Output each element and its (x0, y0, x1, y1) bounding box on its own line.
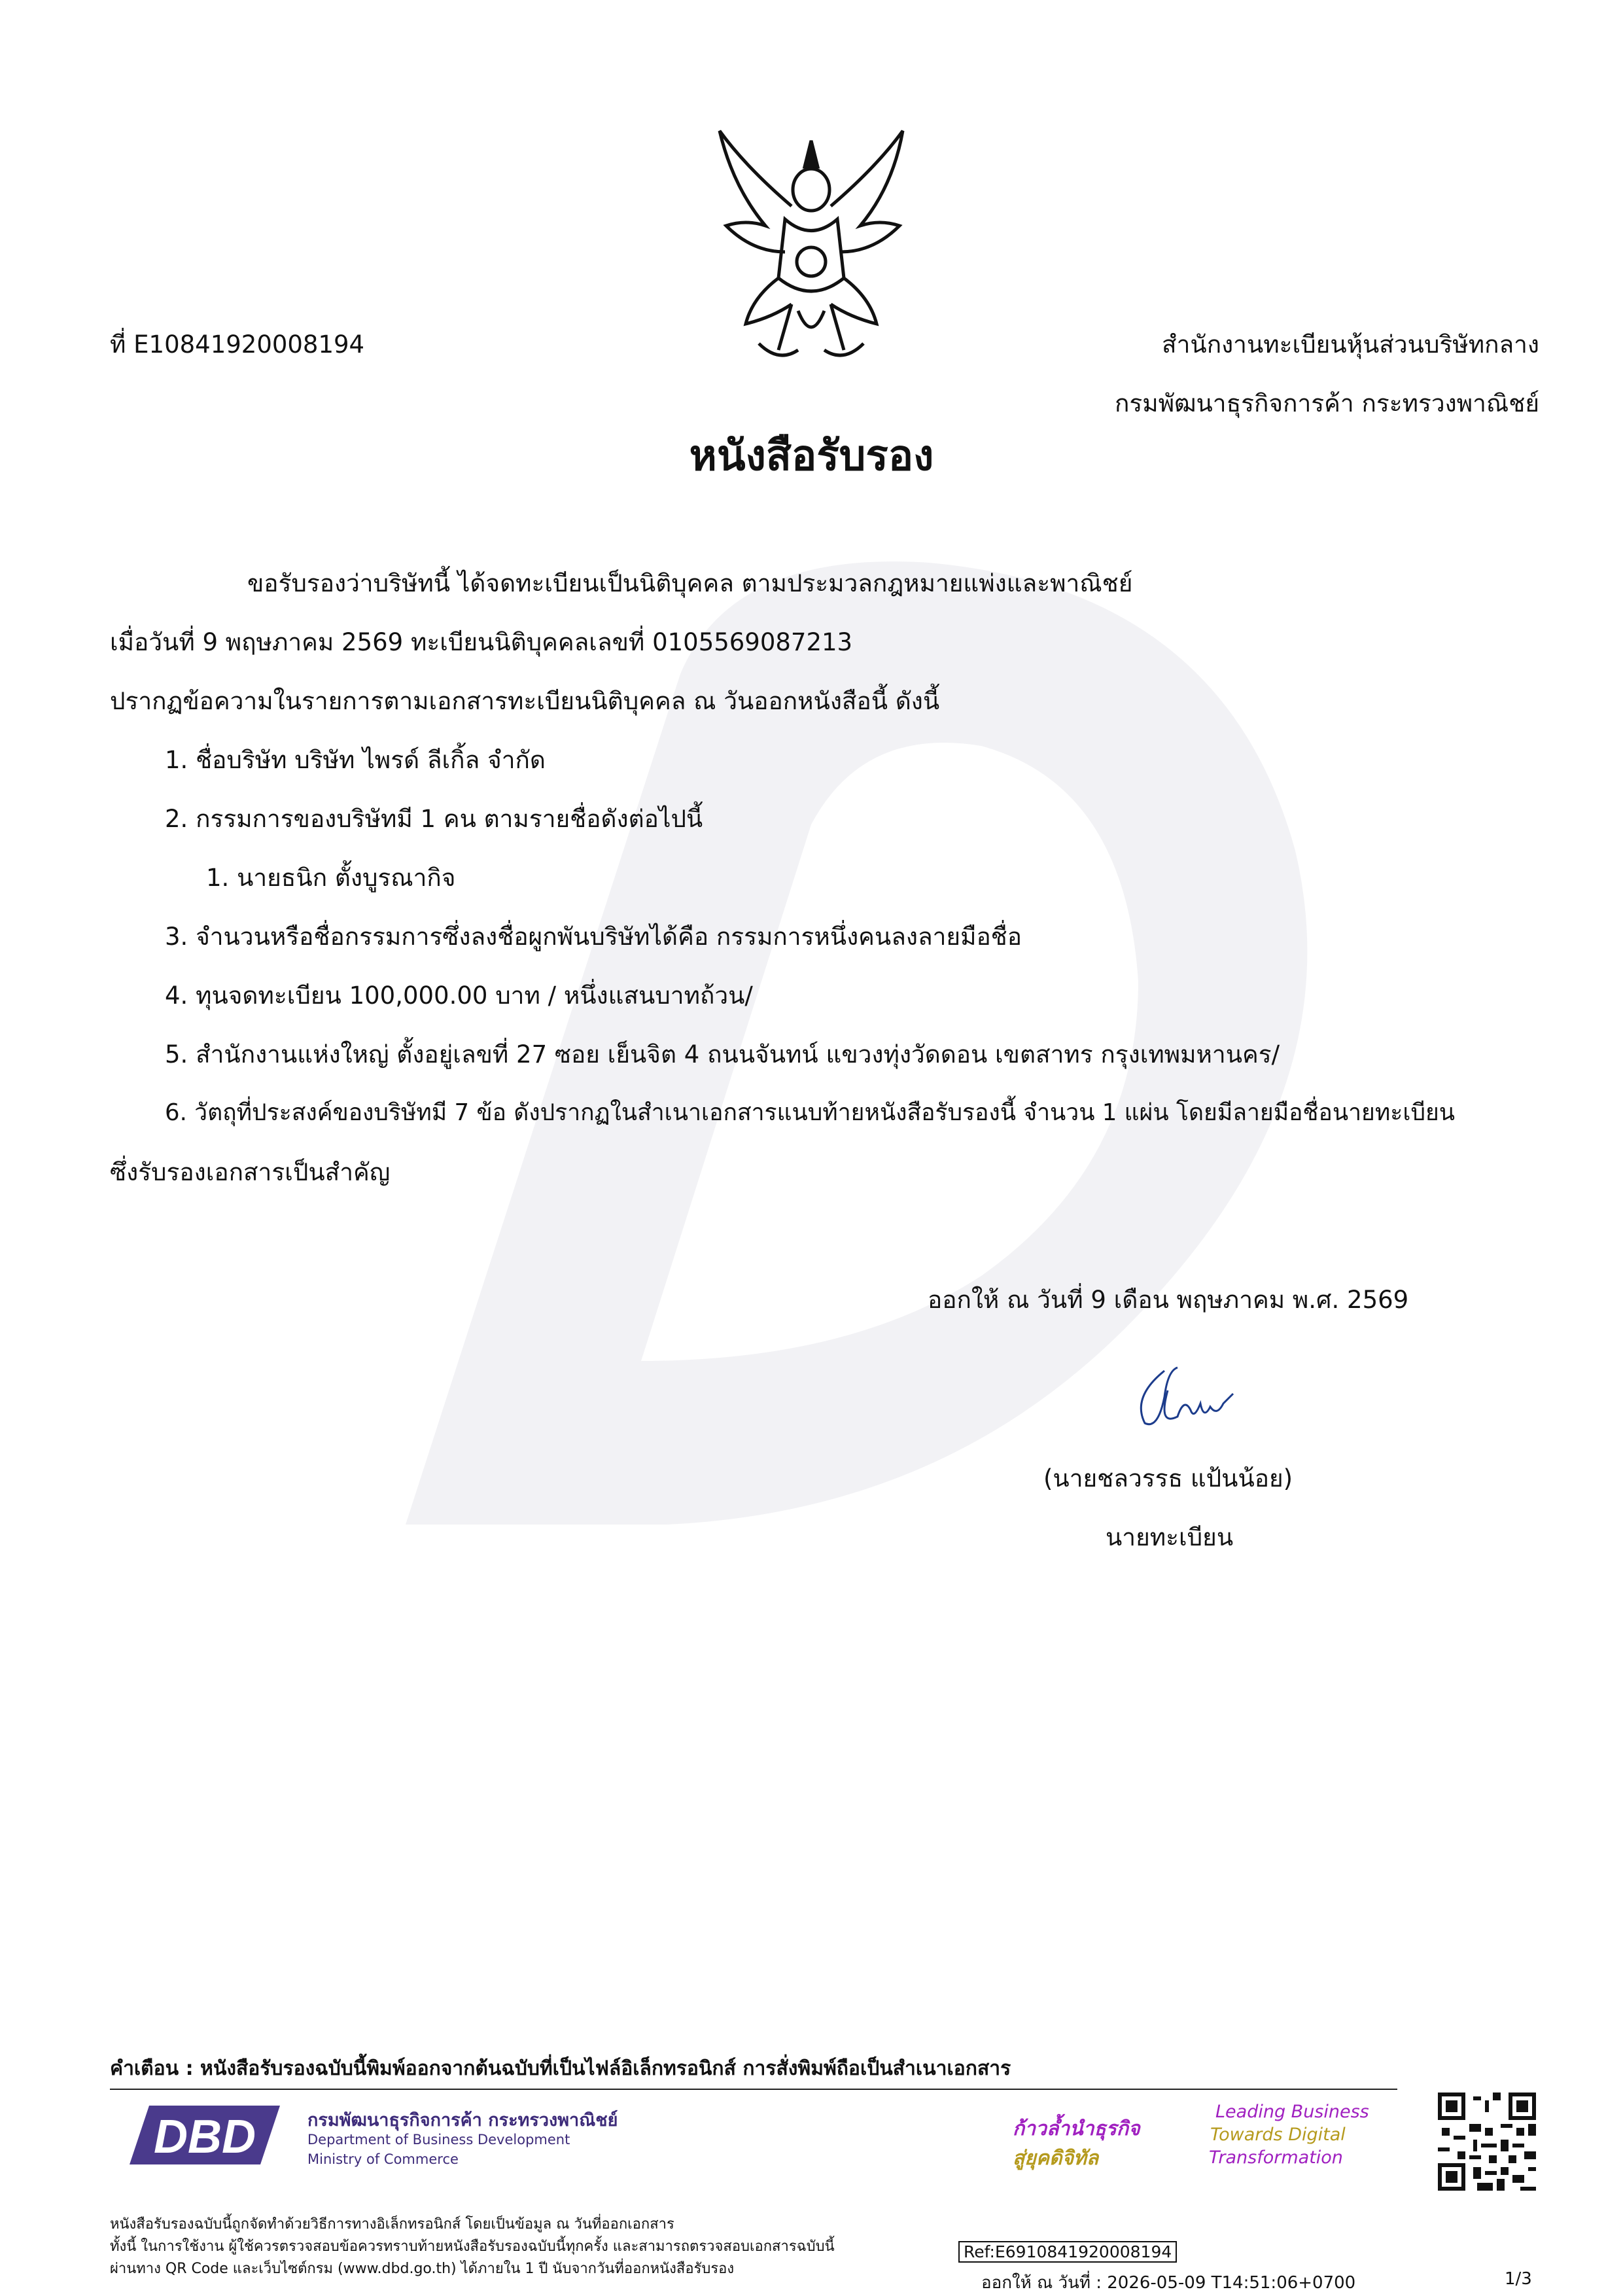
dbd-logo-text: DBD (154, 2111, 256, 2163)
intro-line-3: ปรากฏข้อความในรายการตามเอกสารทะเบียนนิติบุคคล ณ วันออกหนังสือนี้ ดังนี้ (110, 687, 940, 715)
item-director-1: 1. นายธนิก ตั้งบูรณากิจ (206, 864, 456, 892)
registrar-name: (นายชลวรรธ แป้นน้อย) (1043, 1464, 1293, 1492)
footer-note-2: ทั้งนี้ ในการใช้งาน ผู้ใช้ควรตรวจสอบข้อควรทราบท้ายหนังสือรับรองฉบับนี้ทุกครั้ง และสามารถตรวจสอบเอกสารฉบับนี้ (110, 2238, 835, 2255)
item-signing-authority: 3. จำนวนหรือชื่อกรรมการซึ่งลงชื่อผูกพันบริษัทได้คือ กรรมการหนึ่งคนลงลายมือชื่อ (165, 923, 1022, 951)
document-title: หนังสือรับรอง (689, 432, 934, 480)
slogan-english-2: Towards Digital (1210, 2125, 1346, 2145)
item-directors: 2. กรรมการของบริษัทมี 1 คน ตามรายชื่อดังต่อไปนี้ (165, 805, 703, 833)
document-number: ที่ E10841920008194 (110, 330, 365, 359)
dbd-logo-icon (123, 2099, 293, 2171)
slogan-thai-2: สู่ยุคดิจิทัล (1013, 2147, 1099, 2170)
intro-line-1: ขอรับรองว่าบริษัทนี้ ได้จดทะเบียนเป็นนิติบุคคล ตามประมวลกฎหมายแพ่งและพาณิชย์ (247, 569, 1133, 597)
footer-divider (110, 2089, 1397, 2090)
ministry-thai: กรมพัฒนาธุรกิจการค้า กระทรวงพาณิชย์ (307, 2110, 618, 2130)
intro-line-2: เมื่อวันที่ 9 พฤษภาคม 2569 ทะเบียนนิติบุคคลเลขที่ 0105569087213 (110, 628, 853, 656)
slogan-english-3: Transformation (1209, 2147, 1343, 2168)
slogan-thai-1: ก้าวล้ำนำธุรกิจ (1013, 2117, 1140, 2140)
ministry-english-2: Ministry of Commerce (307, 2151, 459, 2167)
qr-code-icon[interactable] (1438, 2093, 1536, 2191)
item-registered-capital: 4. ทุนจดทะเบียน 100,000.00 บาท / หนึ่งแสนบาทถ้วน/ (165, 981, 753, 1010)
item-objectives-cont: ซึ่งรับรองเอกสารเป็นสำคัญ (110, 1158, 391, 1186)
office-name: สำนักงานทะเบียนหุ้นส่วนบริษัทกลาง (1162, 330, 1539, 359)
ministry-english-1: Department of Business Development (307, 2132, 570, 2147)
issued-timestamp: ออกให้ ณ วันที่ : 2026-05-09 T14:51:06+0700 (981, 2273, 1356, 2293)
item-objectives: 6. วัตถุที่ประสงค์ของบริษัทมี 7 ข้อ ดังปรากฏในสำเนาเอกสารแนบท้ายหนังสือรับรองนี้ จำนวน 1 แผ่น โดยมีลายมือชื่อนายทะเบียน (165, 1099, 1456, 1126)
garuda-emblem-icon (707, 128, 919, 370)
page-number: 1/3 (1505, 2269, 1532, 2289)
reference-number: Ref:E6910841920008194 (958, 2241, 1177, 2263)
slogan-english-1: Leading Business (1215, 2102, 1369, 2122)
issue-date: ออกให้ ณ วันที่ 9 เดือน พฤษภาคม พ.ศ. 2569 (928, 1286, 1409, 1314)
footer-note-1: หนังสือรับรองฉบับนี้ถูกจัดทำด้วยวิธีการทางอิเล็กทรอนิกส์ โดยเป็นข้อมูล ณ วันที่ออกเอกสาร (110, 2216, 674, 2233)
footer-note-3: ผ่านทาง QR Code และเว็บไซต์กรม (www.dbd.go.th) ได้ภายใน 1 ปี นับจากวันที่ออกหนังสือรับรอง (110, 2261, 735, 2277)
registrar-signature-icon (1119, 1358, 1256, 1433)
item-company-name: 1. ชื่อบริษัท บริษัท ไพรด์ ลีเกิ้ล จำกัด (165, 746, 546, 774)
item-head-office: 5. สำนักงานแห่งใหญ่ ตั้งอยู่เลขที่ 27 ซอย เย็นจิต 4 ถนนจันทน์ แขวงทุ่งวัดดอน เขตสาทร กรุงเทพมหานคร/ (165, 1040, 1280, 1069)
print-warning: คำเตือน : หนังสือรับรองฉบับนี้พิมพ์ออกจากต้นฉบับที่เป็นไฟล์อิเล็กทรอนิกส์ การสั่งพิมพ์ถือเป็นสำเนาเอกสาร (110, 2057, 1011, 2080)
registrar-position: นายทะเบียน (1106, 1523, 1234, 1551)
department-name: กรมพัฒนาธุรกิจการค้า กระทรวงพาณิชย์ (1115, 389, 1539, 417)
